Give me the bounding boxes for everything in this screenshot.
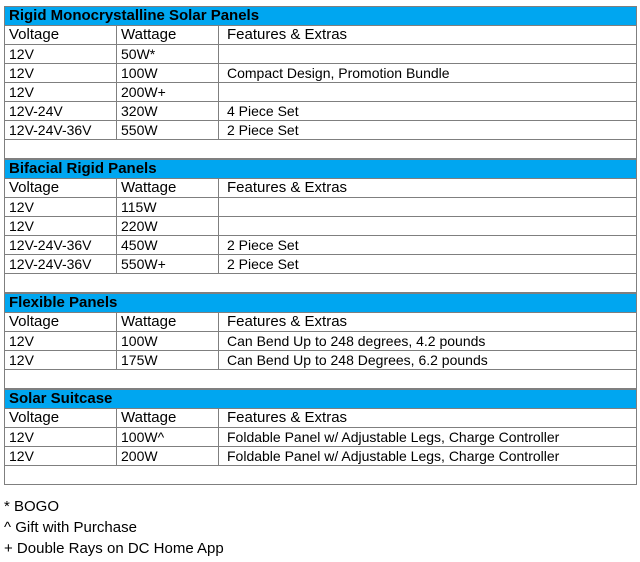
section-title: Flexible Panels xyxy=(5,294,637,313)
cell-wattage: 50W* xyxy=(117,45,219,64)
cell-features xyxy=(219,217,637,236)
header-row xyxy=(5,409,637,428)
spacer-row xyxy=(5,274,637,293)
cell-wattage: 100W xyxy=(117,332,219,351)
header-features: Features & Extras xyxy=(219,313,637,332)
header-row xyxy=(5,313,637,332)
section-table xyxy=(4,389,637,485)
header-wattage: Wattage xyxy=(117,26,219,45)
header-features: Features & Extras xyxy=(219,26,637,45)
cell-wattage: 220W xyxy=(117,217,219,236)
cell-wattage: 115W xyxy=(117,198,219,217)
header-wattage: Wattage xyxy=(117,179,219,198)
cell-wattage: 550W xyxy=(117,121,219,140)
cell-wattage: 100W^ xyxy=(117,428,219,447)
table-row xyxy=(5,255,637,274)
spacer-row xyxy=(5,140,637,159)
cell-voltage: 12V-24V xyxy=(5,102,117,121)
cell-features: 2 Piece Set xyxy=(219,255,637,274)
header-voltage: Voltage xyxy=(5,409,117,428)
cell-wattage: 100W xyxy=(117,64,219,83)
header-voltage: Voltage xyxy=(5,179,117,198)
header-voltage: Voltage xyxy=(5,313,117,332)
cell-wattage: 200W+ xyxy=(117,83,219,102)
table-row xyxy=(5,83,637,102)
table-row xyxy=(5,217,637,236)
header-wattage: Wattage xyxy=(117,313,219,332)
cell-features: Foldable Panel w/ Adjustable Legs, Charge Controller xyxy=(219,428,637,447)
cell-voltage: 12V xyxy=(5,447,117,466)
header-wattage: Wattage xyxy=(117,409,219,428)
cell-voltage: 12V xyxy=(5,217,117,236)
cell-features: 2 Piece Set xyxy=(219,236,637,255)
cell-wattage: 450W xyxy=(117,236,219,255)
cell-voltage: 12V-24V-36V xyxy=(5,121,117,140)
header-row xyxy=(5,179,637,198)
cell-voltage: 12V xyxy=(5,64,117,83)
table-row xyxy=(5,332,637,351)
header-features: Features & Extras xyxy=(219,179,637,198)
cell-features xyxy=(219,83,637,102)
table-row xyxy=(5,121,637,140)
cell-voltage: 12V xyxy=(5,351,117,370)
table-row xyxy=(5,64,637,83)
cell-features: Compact Design, Promotion Bundle xyxy=(219,64,637,83)
table-row xyxy=(5,198,637,217)
footnote-bogo: * BOGO xyxy=(4,498,60,515)
section-title: Bifacial Rigid Panels xyxy=(5,160,637,179)
cell-voltage: 12V xyxy=(5,332,117,351)
table-row xyxy=(5,447,637,466)
cell-features: 4 Piece Set xyxy=(219,102,637,121)
section-title: Solar Suitcase xyxy=(5,390,637,409)
cell-voltage: 12V-24V-36V xyxy=(5,255,117,274)
footnote-gift: ^ Gift with Purchase xyxy=(4,519,137,536)
section-table xyxy=(4,159,637,293)
table-row xyxy=(5,428,637,447)
spacer-row xyxy=(5,466,637,485)
cell-features: Can Bend Up to 248 degrees, 4.2 pounds xyxy=(219,332,637,351)
header-voltage: Voltage xyxy=(5,26,117,45)
section-title: Rigid Monocrystalline Solar Panels xyxy=(5,7,637,26)
product-table xyxy=(4,6,636,485)
spacer-row xyxy=(5,370,637,389)
cell-wattage: 175W xyxy=(117,351,219,370)
footnote-double-rays: + Double Rays on DC Home App xyxy=(4,540,224,557)
cell-voltage: 12V-24V-36V xyxy=(5,236,117,255)
cell-wattage: 550W+ xyxy=(117,255,219,274)
table-row xyxy=(5,102,637,121)
footnotes xyxy=(4,496,224,559)
cell-features xyxy=(219,198,637,217)
cell-voltage: 12V xyxy=(5,428,117,447)
cell-voltage: 12V xyxy=(5,198,117,217)
cell-features xyxy=(219,45,637,64)
cell-features: 2 Piece Set xyxy=(219,121,637,140)
cell-wattage: 320W xyxy=(117,102,219,121)
table-row xyxy=(5,236,637,255)
section-table xyxy=(4,6,637,159)
header-features: Features & Extras xyxy=(219,409,637,428)
header-row xyxy=(5,26,637,45)
cell-features: Can Bend Up to 248 Degrees, 6.2 pounds xyxy=(219,351,637,370)
cell-voltage: 12V xyxy=(5,83,117,102)
cell-features: Foldable Panel w/ Adjustable Legs, Charge Controller xyxy=(219,447,637,466)
table-row xyxy=(5,45,637,64)
cell-voltage: 12V xyxy=(5,45,117,64)
section-table xyxy=(4,293,637,389)
table-row xyxy=(5,351,637,370)
cell-wattage: 200W xyxy=(117,447,219,466)
